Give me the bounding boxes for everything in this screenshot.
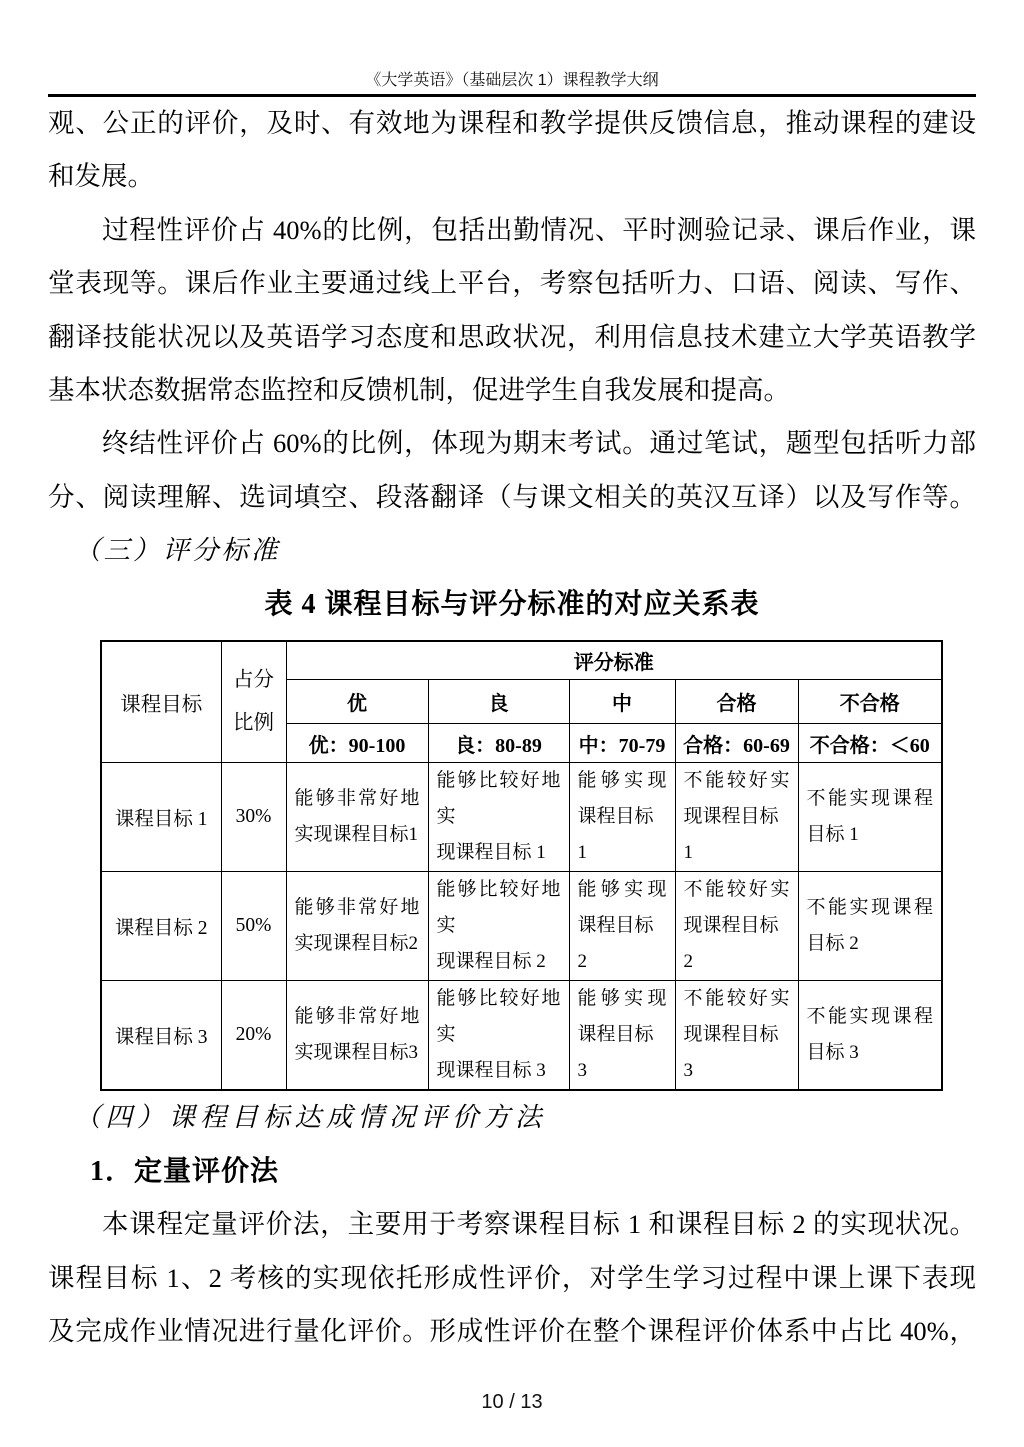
cell-line: 能够比较好地实 [436,988,561,1046]
cell-line: 实现课程目标1 [294,824,419,846]
cell-line: 现课程目标 3 [683,1024,779,1082]
header-cell-criteria: 评分标准 [286,641,942,680]
header-cell-range: 中：70-79 [569,724,675,763]
cell-line: 课程目标 1 [577,806,654,864]
cell-line: 不能较好实 [683,879,790,901]
cell-pass [675,872,798,981]
paragraph-line: 翻译技能状况以及英语学习态度和思政状况，利用信息技术建立大学英语教学 [48,321,976,352]
cell-fail [798,763,942,872]
paragraph-4 [48,1198,976,1358]
cell-medium [569,981,675,1091]
cell-line: 能够非常好地 [294,897,420,919]
header-cell-level: 不合格 [798,680,942,724]
paragraph-line: 终结性评价占 60%的比例，体现为期末考试。通过笔试，题型包括听力部 [102,428,976,459]
cell-line: 能够实现 [577,879,667,901]
header-cell-range: 良：80-89 [428,724,569,763]
page-header [48,0,976,97]
cell-line: 课程目标 2 [577,915,654,973]
section-heading-4: （四）课程目标达成情况评价方法 [74,1102,547,1133]
table-header-row-1 [101,641,942,680]
table-row [101,872,942,981]
cell-line: 目标 1 [806,824,859,846]
cell-line: 现课程目标 2 [436,951,546,973]
cell-line: 能够非常好地 [294,1006,420,1028]
table-row [101,763,942,872]
cell-ratio: 20% [221,981,286,1091]
cell-line: 课程目标 3 [577,1024,654,1082]
cell-fail [798,872,942,981]
header-title: 《大学英语》（基础层次 1）课程教学大纲 [365,72,659,89]
document-body [48,97,976,1358]
cell-goal: 课程目标 3 [101,981,221,1091]
header-cell-level: 优 [286,680,428,724]
paragraph-3 [48,417,976,524]
paragraph-line: 基本状态数据常态监控和反馈机制，促进学生自我发展和提高。 [48,374,790,405]
paragraph-line: 本课程定量评价法，主要用于考察课程目标 1 和课程目标 2 的实现状况。 [102,1209,976,1240]
grading-table [100,640,943,1092]
header-cell-range: 优：90-100 [286,724,428,763]
header-cell-line: 占分 [233,669,274,692]
cell-goal: 课程目标 2 [101,872,221,981]
cell-good [428,872,569,981]
cell-line: 现课程目标 3 [436,1060,546,1082]
cell-line: 能够比较好地实 [436,770,561,828]
header-cell-course-goal: 课程目标 [101,641,221,763]
paragraph-line: 过程性评价占 40%的比例，包括出勤情况、平时测验记录、课后作业，课 [102,214,976,245]
page-number: 10 / 13 [481,1391,543,1414]
section-heading-3: （三）评分标准 [74,535,281,566]
cell-goal: 课程目标 1 [101,763,221,872]
header-cell-score-ratio [221,641,286,763]
paragraph-line: 课程目标 1、2 考核的实现依托形成性评价，对学生学习过程中课上课下表现 [48,1262,976,1293]
paragraph-line: 分、阅读理解、选词填空、段落翻译（与课文相关的英汉互译）以及写作等。 [48,481,976,512]
cell-pass [675,981,798,1091]
header-cell-level: 合格 [675,680,798,724]
cell-line: 现课程目标 1 [436,842,546,864]
cell-line: 实现课程目标3 [294,1042,419,1064]
cell-medium [569,763,675,872]
page-footer [0,1391,1024,1413]
cell-excellent [286,763,428,872]
paragraph-line: 堂表现等。课后作业主要通过线上平台，考察包括听力、口语、阅读、写作、 [48,268,976,299]
cell-pass [675,763,798,872]
cell-line: 能够非常好地 [294,788,420,810]
cell-line: 现课程目标 1 [683,806,779,864]
cell-line: 实现课程目标2 [294,933,419,955]
cell-line: 能够实现 [577,770,667,792]
cell-line: 现课程目标 2 [683,915,779,973]
cell-excellent [286,981,428,1091]
cell-medium [569,872,675,981]
header-cell-line: 比例 [233,712,274,735]
cell-line: 目标 2 [806,933,859,955]
cell-good [428,981,569,1091]
cell-line: 不能实现课程 [806,897,934,919]
paragraph-line: 和发展。 [48,161,154,192]
cell-ratio: 30% [221,763,286,872]
cell-excellent [286,872,428,981]
cell-ratio: 50% [221,872,286,981]
cell-line: 能够比较好地实 [436,879,561,937]
heading-quantitative-method: 1．定量评价法 [90,1155,280,1187]
cell-line: 不能实现课程 [806,788,934,810]
paragraph-2 [48,204,976,418]
cell-line: 目标 3 [806,1042,859,1064]
cell-fail [798,981,942,1091]
header-cell-level: 中 [569,680,675,724]
header-cell-level: 良 [428,680,569,724]
header-cell-range: 合格：60-69 [675,724,798,763]
cell-line: 不能较好实 [683,988,790,1010]
table-row [101,981,942,1091]
table-caption: 表 4 课程目标与评分标准的对应关系表 [264,588,760,620]
paragraph-1 [48,97,976,204]
cell-good [428,763,569,872]
header-cell-range: 不合格：＜60 [798,724,942,763]
cell-line: 能够实现 [577,988,667,1010]
cell-line: 不能实现课程 [806,1006,934,1028]
paragraph-line: 观、公正的评价，及时、有效地为课程和教学提供反馈信息，推动课程的建设 [48,108,976,138]
paragraph-line: 及完成作业情况进行量化评价。形成性评价在整个课程评价体系中占比 40%， [48,1315,976,1346]
cell-line: 不能较好实 [683,770,790,792]
